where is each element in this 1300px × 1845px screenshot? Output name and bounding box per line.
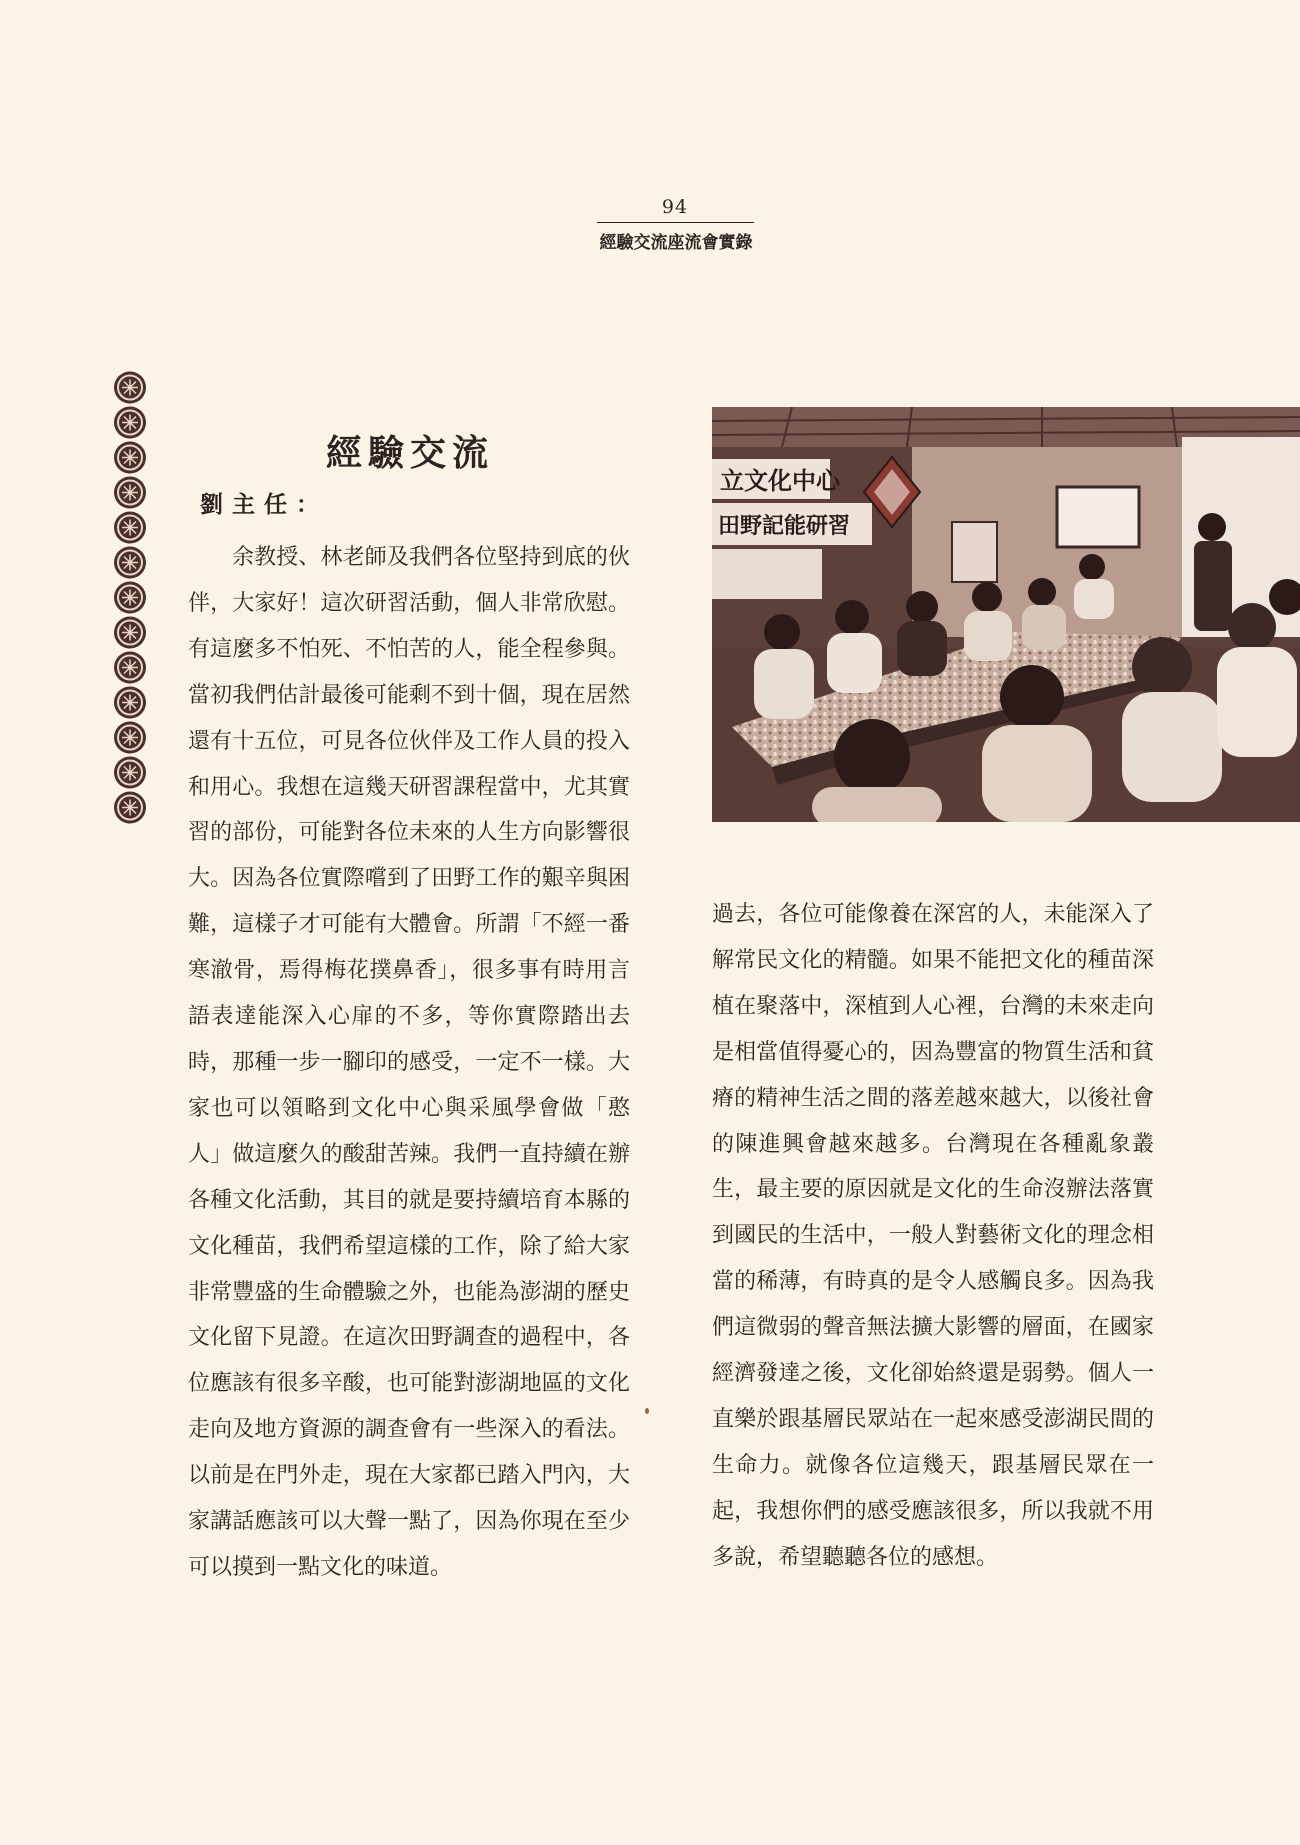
header-rule (597, 222, 754, 223)
meeting-photo (712, 407, 1300, 822)
ornament-medallion (114, 792, 146, 824)
paper-speck (645, 1408, 649, 1414)
banner-text-top: 立文化中心 (720, 467, 840, 495)
ornament-medallion (114, 652, 146, 684)
ornament-medallion (114, 372, 146, 404)
ornament-medallion (114, 617, 146, 649)
ornament-medallion (114, 582, 146, 614)
ornament-medallion (114, 547, 146, 579)
ornament-medallion (114, 722, 146, 754)
ornament-medallion (114, 407, 146, 439)
banner-text-bottom: 田野記能研習 (718, 514, 851, 539)
ornament-medallion (114, 512, 146, 544)
section-title: 經驗交流 (325, 432, 494, 474)
body-text-right-column: 過去，各位可能像養在深宮的人，未能深入了解常民文化的精髓。如果不能把文化的種苗深植在聚落中，深植到人心裡，台灣的未來走向是相當值得憂心的，因為豐富的物質生活和貧瘠的精神生活之間的落差越來越大，以後社會的陳進興會越來越多。台灣現在各種亂象叢生，最主要的原因就是文化的生命沒辦法落實到國民的生活中，一般人對藝術文化的理念相當的稀薄，有時真的是令人感觸良多。因為我們這微弱的聲音無法擴大影響的層面，在國家經濟發達之後，文化卻始終還是弱勢。個人一直樂於跟基層民眾站在一起來感受澎湖民間的生命力。就像各位這幾天，跟基層民眾在一起，我想你們的感受應該很多，所以我就不用多說，希望聽聽各位的感想。 (712, 902, 1154, 1570)
running-title: 經驗交流座流會實錄 (599, 233, 753, 253)
meeting-photo-illustration (712, 407, 1300, 822)
ornament-medallion (114, 442, 146, 474)
speaker-label: 劉主任： (200, 491, 328, 518)
ornament-medallion (114, 757, 146, 789)
ornament-medallion (114, 477, 146, 509)
page-number: 94 (661, 196, 689, 218)
ornament-border (108, 370, 152, 825)
ornament-medallion (114, 687, 146, 719)
body-text-left-column: 余教授、林老師及我們各位堅持到底的伙伴，大家好！這次研習活動，個人非常欣慰。有這麼多不怕死、不怕苦的人，能全程參與。當初我們估計最後可能剩不到十個，現在居然還有十五位，可見各位伙伴及工作人員的投入和用心。我想在這幾天研習課程當中，尤其實習的部份，可能對各位未來的人生方向影響很大。因為各位實際嚐到了田野工作的艱辛與困難，這樣子才可能有大體會。所謂「不經一番寒澈骨，焉得梅花撲鼻香」，很多事有時用言語表達能深入心扉的不多，等你實際踏出去時，那種一步一腳印的感受，一定不一樣。大家也可以領略到文化中心與采風學會做「憨人」做這麼久的酸甜苦辣。我們一直持續在辦各種文化活動，其目的就是要持續培育本縣的文化種苗，我們希望這樣的工作，除了給大家非常豐盛的生命體驗之外，也能為澎湖的歷史文化留下見證。在這次田野調查的過程中，各位應該有很多辛酸，也可能對澎湖地區的文化走向及地方資源的調查會有一些深入的看法。以前是在門外走，現在大家都已踏入門內，大家講話應該可以大聲一點了，因為你現在至少可以摸到一點文化的味道。 (188, 545, 630, 1580)
ornament-medallions (108, 370, 152, 825)
